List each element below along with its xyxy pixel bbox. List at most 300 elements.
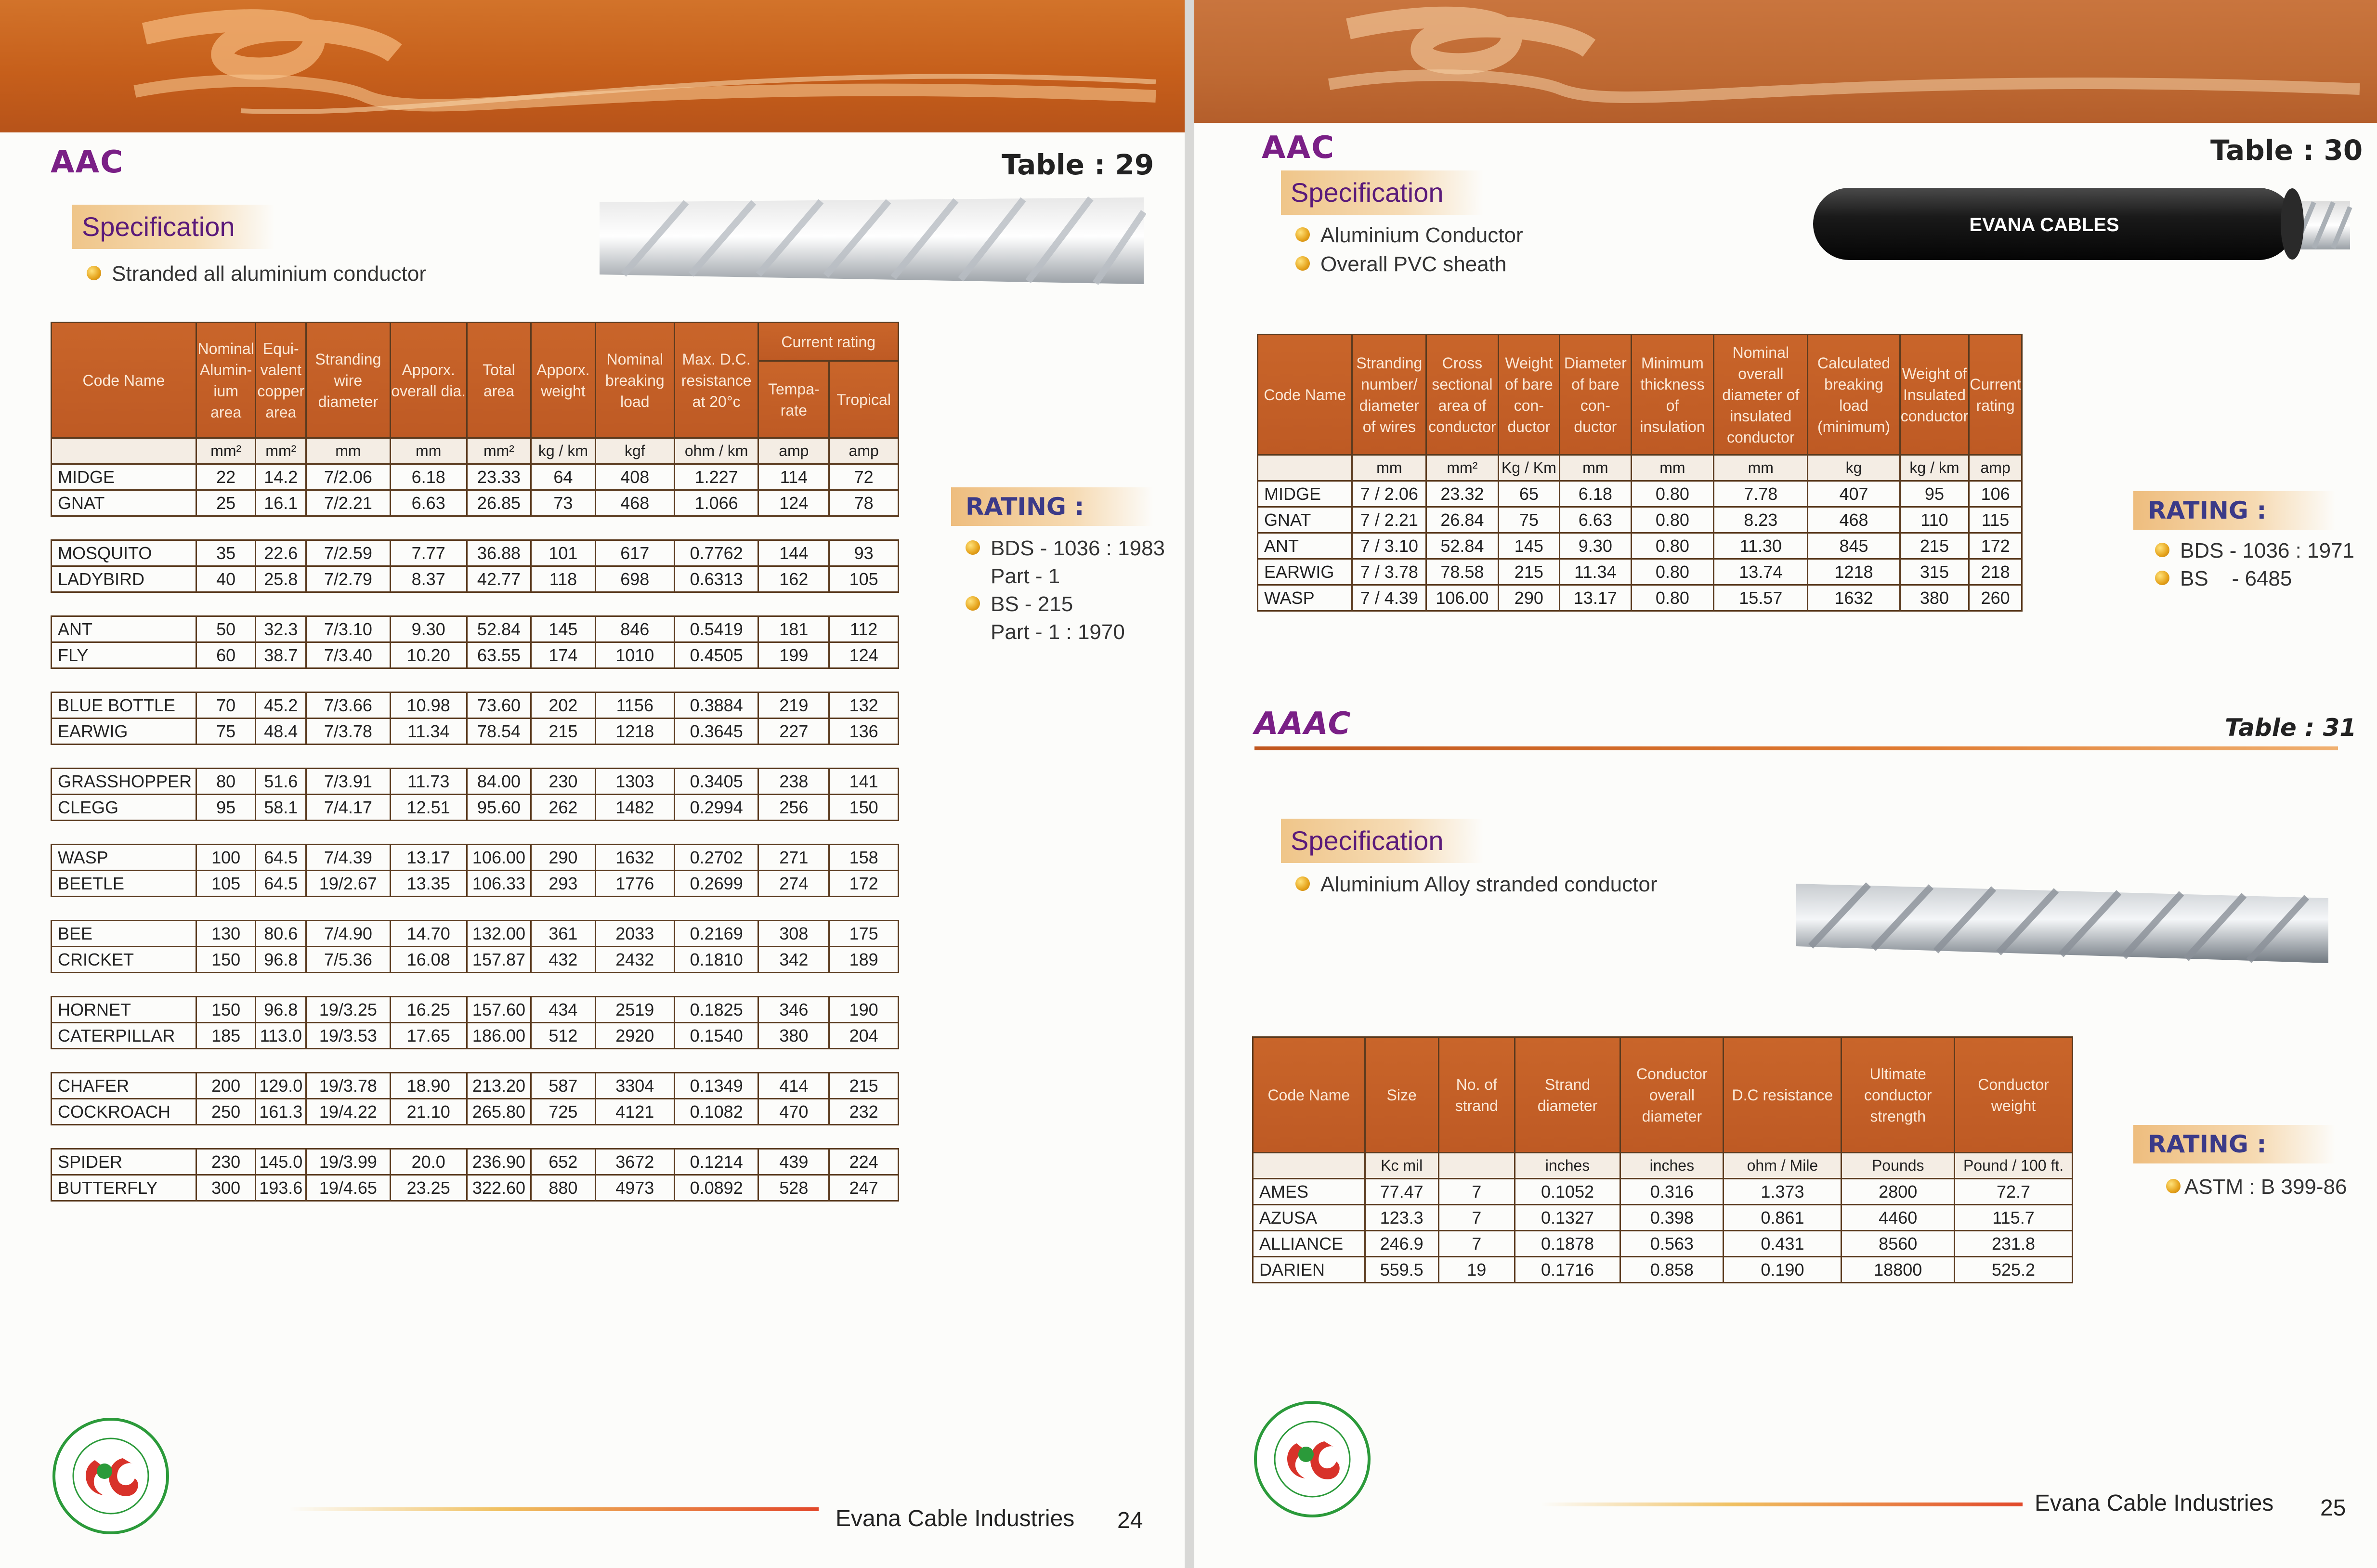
banner-left [0, 0, 1185, 132]
value-cell: 725 [531, 1099, 595, 1125]
value-cell: 204 [829, 1023, 899, 1049]
value-cell: 215 [531, 719, 595, 745]
group-gap [52, 1125, 899, 1149]
value-cell: 7/2.79 [306, 566, 391, 592]
value-cell: 106.00 [1426, 585, 1498, 611]
units-row [1258, 455, 2022, 481]
value-cell: 0.0892 [674, 1175, 758, 1201]
header-cell: Minimum thickness of insulation [1631, 335, 1714, 455]
value-cell: 77.47 [1365, 1179, 1438, 1205]
code-name-cell: CRICKET [52, 947, 196, 973]
value-cell: 40 [196, 566, 256, 592]
aaac-section-title: AAAC [1254, 706, 1352, 742]
value-cell: 95.60 [467, 795, 531, 821]
rating-line: ASTM : B 399-86 [2166, 1173, 2347, 1201]
value-cell: 150 [196, 947, 256, 973]
value-cell: 1.066 [674, 490, 758, 516]
table-row [1258, 481, 2022, 507]
header-cell: Current rating [1969, 335, 2022, 455]
bullet-dot-icon [87, 266, 101, 280]
value-cell: 38.7 [256, 642, 306, 668]
value-cell: 230 [196, 1149, 256, 1175]
unit-cell: ohm / Mile [1724, 1153, 1842, 1179]
code-name-cell: BLUE BOTTLE [52, 693, 196, 719]
value-cell: 115 [1969, 507, 2022, 533]
group-gap [52, 745, 899, 769]
table-row [52, 566, 899, 592]
value-cell: 162 [758, 566, 829, 592]
value-cell: 7 [1438, 1205, 1515, 1231]
unit-cell: Kg / Km [1498, 455, 1560, 481]
section-title: AAC [1262, 130, 1335, 166]
value-cell: 64.5 [256, 845, 306, 871]
header-cell: Max. D.C. resistance at 20°c [674, 323, 758, 438]
unit-cell: mm [1714, 455, 1808, 481]
value-cell: 52.84 [467, 616, 531, 642]
table-header [52, 323, 899, 438]
value-cell: 73.60 [467, 693, 531, 719]
aaac-table-title: Table : 31 [2225, 714, 2357, 742]
value-cell: 172 [1969, 533, 2022, 559]
value-cell: 0.563 [1620, 1231, 1724, 1257]
value-cell: 0.316 [1620, 1179, 1724, 1205]
table-row [1258, 585, 2022, 611]
value-cell: 0.1825 [674, 997, 758, 1023]
value-cell: 1218 [1808, 559, 1900, 585]
value-cell: 95 [196, 795, 256, 821]
value-cell: 199 [758, 642, 829, 668]
value-cell: 7/5.36 [306, 947, 391, 973]
code-name-cell: AMES [1253, 1179, 1365, 1205]
code-name-cell: ALLIANCE [1253, 1231, 1365, 1257]
value-cell: 58.1 [256, 795, 306, 821]
value-cell: 290 [531, 845, 595, 871]
value-cell: 7 / 4.39 [1352, 585, 1426, 611]
header-cell: Tropical [829, 361, 899, 438]
code-name-cell: EARWIG [52, 719, 196, 745]
company-logo [1252, 1399, 1372, 1519]
value-cell: 7 / 2.21 [1352, 507, 1426, 533]
value-cell: 161.3 [256, 1099, 306, 1125]
value-cell: 246.9 [1365, 1231, 1438, 1257]
value-cell: 11.34 [1560, 559, 1631, 585]
table-row [52, 719, 899, 745]
header-cell: Stranding number/ diameter of wires [1352, 335, 1426, 455]
code-name-cell: DARIEN [1253, 1257, 1365, 1283]
value-cell: 7.77 [390, 540, 467, 566]
rating-line: Part - 1 [991, 564, 1060, 588]
unit-cell: mm² [196, 438, 256, 464]
value-cell: 219 [758, 693, 829, 719]
table-row [52, 1073, 899, 1099]
header-cell: No. of strand [1438, 1037, 1515, 1153]
value-cell: 64 [531, 464, 595, 490]
unit-cell: kg / km [1900, 455, 1969, 481]
value-cell: 1.373 [1724, 1179, 1842, 1205]
value-cell: 20.0 [390, 1149, 467, 1175]
value-cell: 115.7 [1955, 1205, 2073, 1231]
value-cell: 0.80 [1631, 481, 1714, 507]
value-cell: 181 [758, 616, 829, 642]
value-cell: 2519 [595, 997, 674, 1023]
value-cell: 380 [758, 1023, 829, 1049]
value-cell: 26.84 [1426, 507, 1498, 533]
value-cell: 11.73 [390, 769, 467, 795]
value-cell: 0.3884 [674, 693, 758, 719]
value-cell: 80 [196, 769, 256, 795]
header-cell: Nominal overall diameter of insulated conductor [1714, 335, 1808, 455]
value-cell: 12.51 [390, 795, 467, 821]
value-cell: 2920 [595, 1023, 674, 1049]
value-cell: 14.70 [390, 921, 467, 947]
rating-standards [966, 535, 1165, 646]
value-cell: 4973 [595, 1175, 674, 1201]
value-cell: 6.63 [390, 490, 467, 516]
group-gap [52, 516, 899, 540]
value-cell: 238 [758, 769, 829, 795]
value-cell: 13.17 [1560, 585, 1631, 611]
header-cell: Weight of Insulated conductor [1900, 335, 1969, 455]
value-cell: 8.23 [1714, 507, 1808, 533]
code-name-cell: ANT [52, 616, 196, 642]
table-row [1253, 1205, 2073, 1231]
value-cell: 105 [829, 566, 899, 592]
value-cell: 587 [531, 1073, 595, 1099]
value-cell: 7 [1438, 1179, 1515, 1205]
table-row [1258, 507, 2022, 533]
value-cell: 4121 [595, 1099, 674, 1125]
value-cell: 0.1878 [1515, 1231, 1620, 1257]
unit-cell: mm [1352, 455, 1426, 481]
value-cell: 174 [531, 642, 595, 668]
swoosh-graphic [1194, 0, 2377, 123]
units-row [1253, 1153, 2073, 1179]
value-cell: 51.6 [256, 769, 306, 795]
header-cell: Nominal breaking load [595, 323, 674, 438]
value-cell: 300 [196, 1175, 256, 1201]
header-cell: Total area [467, 323, 531, 438]
left-page [0, 0, 1185, 1568]
header-cell: Tempa-rate [758, 361, 829, 438]
value-cell: 407 [1808, 481, 1900, 507]
code-name-cell: BUTTERFLY [52, 1175, 196, 1201]
value-cell: 0.2702 [674, 845, 758, 871]
value-cell: 72.7 [1955, 1179, 2073, 1205]
value-cell: 185 [196, 1023, 256, 1049]
group-gap [52, 821, 899, 845]
table-row [52, 1099, 899, 1125]
value-cell: 16.08 [390, 947, 467, 973]
table-row [52, 693, 899, 719]
unit-cell: mm² [467, 438, 531, 464]
value-cell: 101 [531, 540, 595, 566]
value-cell: 113.0 [256, 1023, 306, 1049]
value-cell: 346 [758, 997, 829, 1023]
value-cell: 322.60 [467, 1175, 531, 1201]
spec-label: Specification [72, 205, 274, 249]
value-cell: 124 [829, 642, 899, 668]
aaac-rating-label: RATING : [2133, 1125, 2336, 1163]
value-cell: 157.87 [467, 947, 531, 973]
value-cell: 1010 [595, 642, 674, 668]
value-cell: 193.6 [256, 1175, 306, 1201]
value-cell: 124 [758, 490, 829, 516]
value-cell: 106 [1969, 481, 2022, 507]
group-gap [52, 897, 899, 921]
company-logo [51, 1416, 171, 1536]
value-cell: 846 [595, 616, 674, 642]
value-cell: 1632 [595, 845, 674, 871]
value-cell: 21.10 [390, 1099, 467, 1125]
rating-line: Part - 1 : 1970 [991, 620, 1125, 644]
value-cell: 1776 [595, 871, 674, 897]
value-cell: 215 [1900, 533, 1969, 559]
value-cell: 9.30 [390, 616, 467, 642]
value-cell: 274 [758, 871, 829, 897]
value-cell: 380 [1900, 585, 1969, 611]
header-cell: Conductor weight [1955, 1037, 2073, 1153]
value-cell: 16.1 [256, 490, 306, 516]
value-cell: 19/3.25 [306, 997, 391, 1023]
bullet-dot-icon [1295, 227, 1310, 242]
value-cell: 342 [758, 947, 829, 973]
value-cell: 0.1082 [674, 1099, 758, 1125]
aaac-spec-bullet: Aluminium Alloy stranded conductor [1295, 873, 1657, 897]
value-cell: 144 [758, 540, 829, 566]
value-cell: 96.8 [256, 947, 306, 973]
aaac-table-31 [1252, 1036, 2073, 1283]
rating-line: BDS - 1036 : 1983 [966, 535, 1165, 562]
value-cell: 439 [758, 1149, 829, 1175]
value-cell: 96.8 [256, 997, 306, 1023]
value-cell: 114 [758, 464, 829, 490]
value-cell: 11.34 [390, 719, 467, 745]
unit-cell: kgf [595, 438, 674, 464]
value-cell: 32.3 [256, 616, 306, 642]
value-cell: 190 [829, 997, 899, 1023]
value-cell: 0.190 [1724, 1257, 1842, 1283]
code-name-cell: CHAFER [52, 1073, 196, 1099]
unit-cell: amp [829, 438, 899, 464]
value-cell: 8.37 [390, 566, 467, 592]
page-number: 24 [1117, 1508, 1143, 1533]
swoosh-graphic [0, 0, 1185, 132]
bullet-dot-icon [966, 540, 980, 555]
value-cell: 19/3.53 [306, 1023, 391, 1049]
footer-company: Evana Cable Industries [836, 1506, 1075, 1531]
value-cell: 230 [531, 769, 595, 795]
value-cell: 65 [1498, 481, 1560, 507]
value-cell: 559.5 [1365, 1257, 1438, 1283]
bullet-dot-icon [1295, 876, 1310, 891]
code-name-cell: BEETLE [52, 871, 196, 897]
value-cell: 250 [196, 1099, 256, 1125]
value-cell: 78.58 [1426, 559, 1498, 585]
code-name-cell: FLY [52, 642, 196, 668]
value-cell: 112 [829, 616, 899, 642]
value-cell: 18.90 [390, 1073, 467, 1099]
value-cell: 260 [1969, 585, 2022, 611]
cable-label: EVANA CABLES [1969, 214, 2119, 235]
section-title: AAC [51, 144, 124, 180]
group-gap [52, 973, 899, 997]
value-cell: 218 [1969, 559, 2022, 585]
value-cell: 129.0 [256, 1073, 306, 1099]
value-cell: 232 [829, 1099, 899, 1125]
value-cell: 19/2.67 [306, 871, 391, 897]
code-name-cell: SPIDER [52, 1149, 196, 1175]
table-header [1258, 335, 2022, 455]
code-name-cell: EARWIG [1258, 559, 1352, 585]
section-divider [1254, 746, 2338, 750]
value-cell: 361 [531, 921, 595, 947]
value-cell: 0.431 [1724, 1231, 1842, 1257]
unit-cell: amp [1969, 455, 2022, 481]
value-cell: 1218 [595, 719, 674, 745]
header-cell: Size [1365, 1037, 1438, 1153]
code-name-cell: CATERPILLAR [52, 1023, 196, 1049]
value-cell: 110 [1900, 507, 1969, 533]
value-cell: 70 [196, 693, 256, 719]
value-cell: 145.0 [256, 1149, 306, 1175]
value-cell: 157.60 [467, 997, 531, 1023]
table-header [1253, 1037, 2073, 1153]
spec-bullet: Stranded all aluminium conductor [87, 262, 426, 286]
unit-cell: kg [1808, 455, 1900, 481]
value-cell: 13.74 [1714, 559, 1808, 585]
code-name-cell: GRASSHOPPER [52, 769, 196, 795]
code-name-cell: MIDGE [52, 464, 196, 490]
value-cell: 78 [829, 490, 899, 516]
unit-cell [52, 438, 196, 464]
value-cell: 0.80 [1631, 585, 1714, 611]
value-cell: 132 [829, 693, 899, 719]
value-cell: 414 [758, 1073, 829, 1099]
code-name-cell: WASP [1258, 585, 1352, 611]
value-cell: 10.20 [390, 642, 467, 668]
value-cell: 42.77 [467, 566, 531, 592]
value-cell: 845 [1808, 533, 1900, 559]
table-row [52, 845, 899, 871]
value-cell: 35 [196, 540, 256, 566]
value-cell: 23.25 [390, 1175, 467, 1201]
value-cell: 271 [758, 845, 829, 871]
header-cell: Code Name [1258, 335, 1352, 455]
value-cell: 7 / 3.78 [1352, 559, 1426, 585]
header-cell: Equi-valent copper area [256, 323, 306, 438]
value-cell: 48.4 [256, 719, 306, 745]
header-cell: Strand diameter [1515, 1037, 1620, 1153]
value-cell: 93 [829, 540, 899, 566]
bullet-dot-icon [2155, 543, 2169, 557]
value-cell: 315 [1900, 559, 1969, 585]
value-cell: 7 / 2.06 [1352, 481, 1426, 507]
value-cell: 0.2699 [674, 871, 758, 897]
value-cell: 7/3.91 [306, 769, 391, 795]
header-cell: Code Name [52, 323, 196, 438]
group-gap [52, 1049, 899, 1073]
header-cell: Apporx. overall dia. [390, 323, 467, 438]
value-cell: 141 [829, 769, 899, 795]
value-cell: 0.1327 [1515, 1205, 1620, 1231]
value-cell: 23.32 [1426, 481, 1498, 507]
value-cell: 224 [829, 1149, 899, 1175]
value-cell: 1156 [595, 693, 674, 719]
value-cell: 10.98 [390, 693, 467, 719]
value-cell: 698 [595, 566, 674, 592]
value-cell: 434 [531, 997, 595, 1023]
value-cell: 0.2994 [674, 795, 758, 821]
table-row [52, 997, 899, 1023]
bullet-dot-icon [966, 596, 980, 611]
value-cell: 95 [1900, 481, 1969, 507]
value-cell: 3672 [595, 1149, 674, 1175]
rating-line: BS - 215 [966, 590, 1165, 618]
bullet-dot-icon [2155, 571, 2169, 585]
value-cell: 0.1214 [674, 1149, 758, 1175]
aac-spec-table-29 [51, 322, 899, 1202]
value-cell: 468 [1808, 507, 1900, 533]
value-cell: 256 [758, 795, 829, 821]
footer-line [289, 1507, 819, 1511]
unit-cell: amp [758, 438, 829, 464]
banner-right [1194, 0, 2377, 123]
spec-label: Specification [1281, 170, 1483, 215]
header-cell: Diameter of bare con-ductor [1560, 335, 1631, 455]
value-cell: 72 [829, 464, 899, 490]
value-cell: 150 [829, 795, 899, 821]
value-cell: 7 [1438, 1231, 1515, 1257]
value-cell: 22 [196, 464, 256, 490]
code-name-cell: CLEGG [52, 795, 196, 821]
value-cell: 23.33 [467, 464, 531, 490]
unit-cell: inches [1620, 1153, 1724, 1179]
value-cell: 80.6 [256, 921, 306, 947]
group-gap [52, 668, 899, 693]
value-cell: 18800 [1842, 1257, 1955, 1283]
table-row [52, 1149, 899, 1175]
value-cell: 247 [829, 1175, 899, 1201]
unit-cell: mm [390, 438, 467, 464]
code-name-cell: GNAT [52, 490, 196, 516]
value-cell: 262 [531, 795, 595, 821]
value-cell: 215 [1498, 559, 1560, 585]
value-cell: 22.6 [256, 540, 306, 566]
value-cell: 75 [196, 719, 256, 745]
value-cell: 13.35 [390, 871, 467, 897]
value-cell: 0.80 [1631, 533, 1714, 559]
table-row [52, 464, 899, 490]
value-cell: 0.2169 [674, 921, 758, 947]
value-cell: 9.30 [1560, 533, 1631, 559]
value-cell: 63.55 [467, 642, 531, 668]
table-row [52, 769, 899, 795]
value-cell: 15.57 [1714, 585, 1808, 611]
footer-line [1541, 1503, 2023, 1506]
header-cell: Weight of bare con-ductor [1498, 335, 1560, 455]
unit-cell [1253, 1153, 1365, 1179]
value-cell: 52.84 [1426, 533, 1498, 559]
rating-label: RATING : [2133, 491, 2336, 530]
code-name-cell: GNAT [1258, 507, 1352, 533]
value-cell: 236.90 [467, 1149, 531, 1175]
value-cell: 100 [196, 845, 256, 871]
value-cell: 50 [196, 616, 256, 642]
value-cell: 175 [829, 921, 899, 947]
value-cell: 432 [531, 947, 595, 973]
value-cell: 25 [196, 490, 256, 516]
value-cell: 73 [531, 490, 595, 516]
